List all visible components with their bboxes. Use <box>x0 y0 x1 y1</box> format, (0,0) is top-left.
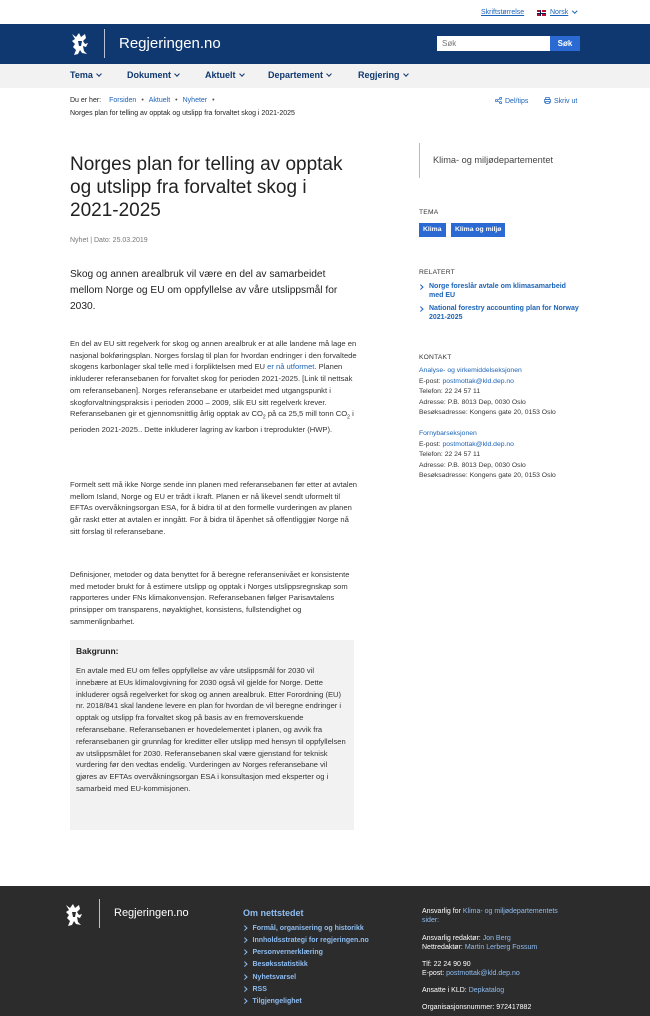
logo-divider <box>99 899 100 928</box>
footer-link[interactable] <box>243 961 308 968</box>
footer-link[interactable] <box>243 974 296 981</box>
nav-label: Aktuelt <box>205 70 236 80</box>
email-label: E-post: <box>419 440 441 448</box>
chevron-right-icon <box>242 949 247 954</box>
logo-divider <box>104 29 105 58</box>
site-header <box>0 24 650 64</box>
contact-block-2 <box>419 429 589 482</box>
footer-responsible <box>422 907 558 916</box>
chevron-right-icon <box>242 998 247 1003</box>
text-segment: En del av EU sitt regelverk for skog og annen arealbruk er at alle landene må lage en nasjonal bokføringsplan. Norges forslag til plan for hvordan endringer i den forvaltede skogens karbonlager skal telle med i forpliktelsen med EU <box>70 339 357 372</box>
breadcrumb-separator: • <box>141 97 144 104</box>
nav-item-tema[interactable] <box>70 70 101 80</box>
print-button[interactable] <box>544 97 577 105</box>
footer-email-link[interactable]: postmottak@kld.dep.no <box>446 970 520 977</box>
footer-link[interactable] <box>243 986 267 993</box>
background-title: Bakgrunn: <box>76 646 119 656</box>
plan-link[interactable]: er nå utformet <box>267 362 315 372</box>
footer-link-label: Nyhetsvarsel <box>252 974 297 981</box>
breadcrumb-link-nyheter[interactable]: Nyheter <box>182 97 208 104</box>
contact-visit-address: Besøksadresse: Kongens gate 20, 0153 Oslo <box>419 409 556 417</box>
article-title: Norges plan for telling av opptak og utslipp fra forvaltet skog i 2021-2025 <box>70 154 343 221</box>
related-link-label: Norge foreslår avtale om klimasamarbeid med EU <box>429 283 566 299</box>
breadcrumb <box>70 97 220 104</box>
footer-org-number: Organisasjonsnummer: 972417882 <box>422 1004 532 1011</box>
footer-responsible-cont <box>422 916 439 925</box>
breadcrumb-separator: • <box>175 97 178 104</box>
footer-about-heading: Om nettstedet <box>243 908 304 918</box>
contact-email-link[interactable]: postmottak@kld.dep.no <box>442 440 514 448</box>
contact-heading: KONTAKT <box>419 354 452 361</box>
contact-email-link[interactable]: postmottak@kld.dep.no <box>442 377 514 385</box>
tag-klima[interactable]: Klima <box>419 223 446 237</box>
footer-link[interactable] <box>243 998 302 1005</box>
chevron-down-icon <box>573 8 578 13</box>
chevron-down-icon <box>96 71 102 77</box>
share-button[interactable] <box>495 97 528 105</box>
footer-link-label: RSS <box>252 986 267 993</box>
nav-item-dokument[interactable] <box>127 70 179 80</box>
nav-label: Tema <box>70 70 93 80</box>
share-icon <box>495 97 502 104</box>
print-icon <box>544 97 551 104</box>
article-meta: Nyhet | Dato: 25.03.2019 <box>70 237 148 244</box>
chevron-right-icon <box>242 986 247 991</box>
chevron-right-icon <box>418 306 423 311</box>
article-lead: Skog og annen arealbruk vil være en del av samarbeidet mellom Norge og EU om oppfyllelse av våre utslippsmål for 2030. <box>70 269 338 312</box>
responsible-link[interactable]: Klima- og miljødepartementets <box>462 908 558 915</box>
language-label: Norsk <box>550 9 569 16</box>
related-link-2[interactable] <box>419 304 580 322</box>
editor-link[interactable]: Jon Berg <box>482 935 511 942</box>
nav-item-regjering[interactable] <box>358 70 408 80</box>
chevron-right-icon <box>418 284 423 289</box>
subscript: 2 <box>347 414 350 421</box>
contact-phone: Telefon: 22 24 57 11 <box>419 388 481 396</box>
background-box <box>70 640 354 830</box>
news-editor-link[interactable]: Martin Lerberg Fossum <box>464 944 538 951</box>
breadcrumb-separator: • <box>212 97 215 104</box>
breadcrumb-link-aktuelt[interactable]: Aktuelt <box>148 97 171 104</box>
subscript: 2 <box>262 414 266 421</box>
background-text: En avtale med EU om felles oppfyllelse av våre utslippsmål for 2030 vil innebære at EUs klimalovgivning for 2030 også vil gjelde for Norge. Dette inkluderer også regelverket for skog og annen arealbruk. Etter Forordning (EU) nr. 2018/841 skal landene levere en plan for hvordan de vil beregne endringer i opptak og utslipp fra forvaltet skog på basis av en fremoverskuende referansebane. Referansebanen er hovedelementet i planen, og avvik fra referansebanen gir grunnlag for kreditter eller utslipp med hensyn til oppfyllelsen av utslippsmålet for 2030. Referansebanen skal være gjenstand for teknisk vurdering før den vedtas endelig. Vurderingen av Norges referansebane vil gjøres av EFTAs overvåkningsorgan ESA i konsultasjon med eksperter og i samarbeid med EU-kommisjonen. <box>76 666 346 793</box>
breadcrumb-current: Norges plan for telling av opptak og utslipp fra forvaltet skog i 2021-2025 <box>70 110 295 117</box>
contact-address: Adresse: P.B. 8013 Dep, 0030 Oslo <box>419 461 526 469</box>
site-logo-text[interactable]: Regjeringen.no <box>119 35 221 52</box>
norway-flag-icon <box>537 10 546 16</box>
article-paragraph-1 <box>70 338 360 436</box>
footer-link[interactable] <box>243 925 364 932</box>
contact-phone: Telefon: 22 24 57 11 <box>419 451 481 459</box>
email-label: E-post: <box>422 970 445 977</box>
related-link-1[interactable] <box>419 282 580 300</box>
chevron-down-icon <box>403 71 409 77</box>
footer-staff <box>422 986 504 995</box>
footer-news-editor <box>422 943 537 952</box>
department-box <box>419 143 580 178</box>
breadcrumb-prefix: Du er her: <box>70 97 102 104</box>
language-selector[interactable] <box>550 9 577 16</box>
chevron-down-icon <box>174 71 180 77</box>
main-nav <box>0 64 650 88</box>
footer-phone: Tlf: 22 24 90 90 <box>422 961 471 968</box>
footer-link[interactable] <box>243 949 323 956</box>
search-input[interactable] <box>437 36 550 51</box>
staff-link[interactable]: Depkatalog <box>468 987 505 994</box>
contact-block-1 <box>419 366 589 419</box>
share-label: Del/tips <box>505 98 529 105</box>
chevron-down-icon <box>326 71 332 77</box>
department-name[interactable]: Klima- og miljødepartementet <box>433 155 553 165</box>
email-label: E-post: <box>419 377 441 385</box>
nav-label: Departement <box>268 70 324 80</box>
news-editor-label: Nettredaktør: <box>422 944 463 951</box>
nav-label: Dokument <box>127 70 172 80</box>
footer-link-label: Personvernerklæring <box>252 949 323 956</box>
footer-logo-text[interactable]: Regjeringen.no <box>114 907 189 919</box>
chevron-right-icon <box>242 925 247 930</box>
related-heading: RELATERT <box>419 269 455 276</box>
staff-label: Ansatte i KLD: <box>422 987 467 994</box>
article-paragraph-2: Formelt sett må ikke Norge sende inn planen med referansebanen før etter at avtalen mellom Island, Norge og EU er trådt i kraft. Planen er nå likevel sendt uformelt til EFTAs overvåkningsorgan ESA, for å bidra til at den formelle vurderingen av planen går raskt etter at avtalen er inngått. For å bidra til åpenhet så offentliggjør Norge nå sitt forslag til referansebane. <box>70 480 358 536</box>
editor-label: Ansvarlig redaktør: <box>422 935 481 942</box>
footer-email <box>422 969 520 978</box>
tema-heading: TEMA <box>419 209 439 216</box>
contact-visit-address: Besøksadresse: Kongens gate 20, 0153 Oslo <box>419 472 556 480</box>
footer-editor <box>422 934 511 943</box>
footer-link-label: Innholdsstrategi for regjeringen.no <box>252 937 369 944</box>
footer-link-label: Tilgjengelighet <box>252 998 302 1005</box>
text-segment: på ca 25,5 mill tonn CO <box>265 409 348 419</box>
chevron-right-icon <box>242 937 247 942</box>
chevron-right-icon <box>242 961 247 966</box>
text-segment: . Planen inkluderer referansebanen for forvaltet skog for perioden 2021-2025. [Link til nettsak om referansebanen]. Norges referansebane er utarbeidet med utgangspunkt i skogforvaltningspraksis i perioden 2000 – 2009, slik EU sitt regelverk krever. Referansebanen gir et gjennomsnittlig årlig opptak av CO <box>70 362 353 419</box>
responsible-link-cont[interactable]: sider: <box>422 917 440 924</box>
nav-item-departement[interactable] <box>268 70 331 80</box>
font-size-link[interactable]: Skriftstørrelse <box>481 9 525 16</box>
contact-unit-link[interactable]: Fornybarseksjonen <box>419 430 477 437</box>
utility-bar <box>0 0 650 24</box>
responsible-prefix: Ansvarlig for <box>422 908 461 915</box>
chevron-down-icon <box>239 71 245 77</box>
tag-klima-og-miljo[interactable]: Klima og miljø <box>451 223 505 237</box>
footer-link-label: Formål, organisering og historikk <box>252 925 364 932</box>
contact-address: Adresse: P.B. 8013 Dep, 0030 Oslo <box>419 398 526 406</box>
contact-unit-link[interactable]: Analyse- og virkemiddelseksjonen <box>419 367 522 374</box>
print-label: Skriv ut <box>554 98 578 105</box>
nav-label: Regjering <box>358 70 400 80</box>
breadcrumb-link-forsiden[interactable]: Forsiden <box>109 97 137 104</box>
lion-crest-icon[interactable] <box>70 32 90 56</box>
related-link-label: National forestry accounting plan for Norway 2021-2025 <box>429 305 579 321</box>
text-segment: i perioden 2021-2025.. Dette inkluderer lagring av karbon i treprodukter (HWP). <box>70 409 354 435</box>
nav-item-aktuelt[interactable] <box>205 70 244 80</box>
site-footer <box>0 886 650 1016</box>
footer-link[interactable] <box>243 937 369 944</box>
footer-link-label: Besøksstatistikk <box>252 961 308 968</box>
lion-crest-icon[interactable] <box>64 903 84 927</box>
chevron-right-icon <box>242 974 247 979</box>
article-paragraph-3: Definisjoner, metoder og data benyttet for å beregne referansenivået er konsistente med metoder brukt for å estimere utslipp og opptak i Norges utslippsregnskap som rapporteres under FNs klimakonvensjon. Referansebanen følger Parisavtalens prinsipper om transparens, nøyaktighet, konsistens, fullstendighet og sammenlignbarhet. <box>70 570 350 626</box>
search-button[interactable]: Søk <box>550 36 580 51</box>
